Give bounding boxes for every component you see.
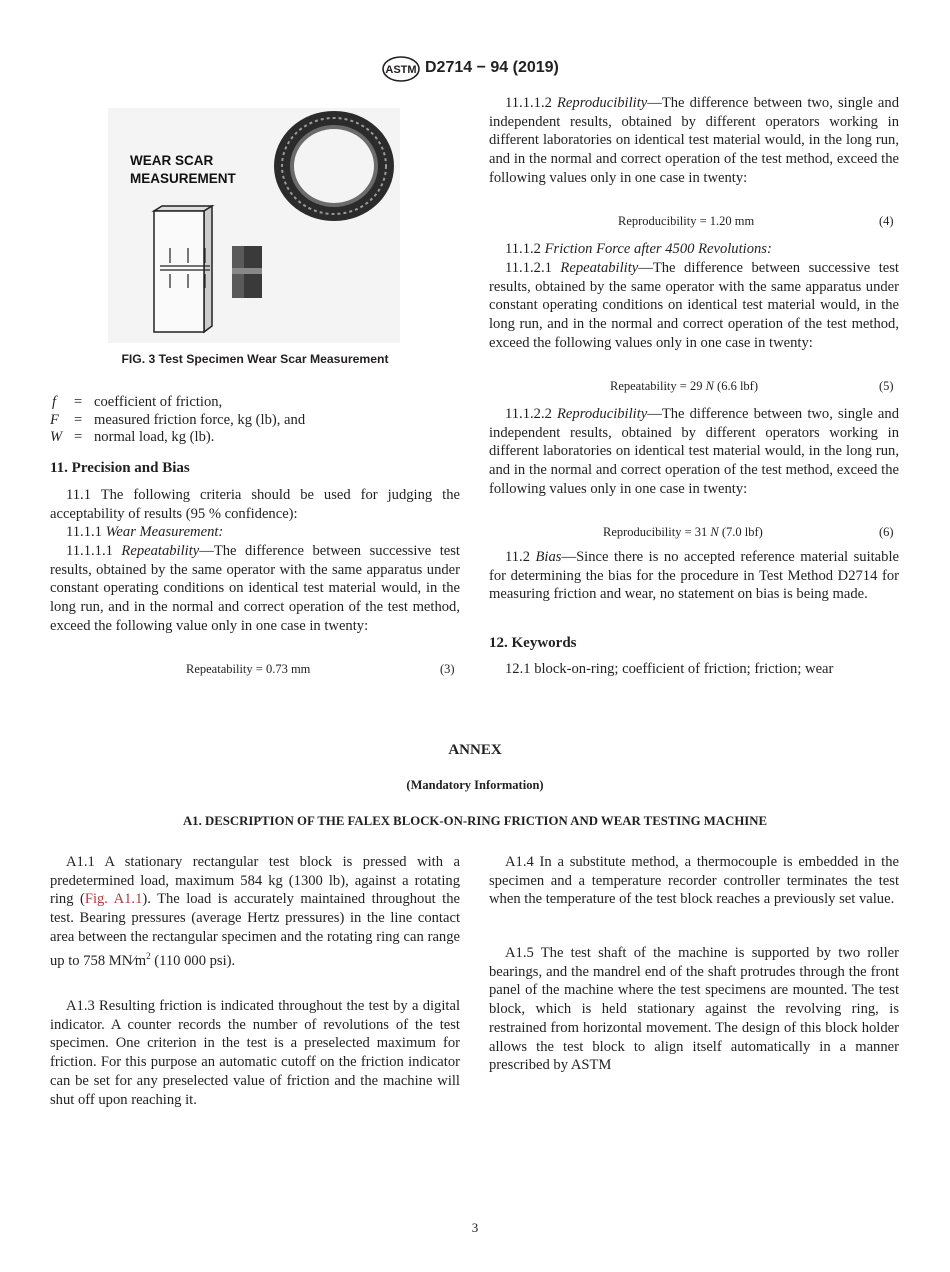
paragraph-text: (110 000 psi). [150, 952, 236, 969]
paragraph-12-1: 12.1 block-on-ring; coefficient of friction; friction; wear [505, 661, 834, 677]
equation-4-number: (4) [879, 214, 894, 228]
variable-equals: = [74, 411, 83, 428]
variable-row [50, 412, 460, 430]
paragraph-text: —The difference between successive test results, obtained by the same operator with the same apparatus under constant operating conditions on identical test material would, in the long run, and in the normal and correct operation of the test method, exceed the following value only in one case in twenty: [50, 543, 460, 634]
page-header [0, 56, 950, 82]
equation-5-unit-symbol: N [705, 379, 714, 393]
paragraph-title: Bias [535, 549, 562, 565]
variable-description: measured friction force, kg (lb), and [94, 411, 306, 428]
superscript: 2 [146, 950, 151, 961]
paragraph-11-1-1-1 [50, 542, 460, 636]
equation-6-part-b: (7.0 lbf) [718, 525, 763, 539]
variable-symbol: W [50, 429, 63, 445]
paragraph-number: 11.1.1.2 [505, 95, 552, 111]
equation-6 [603, 525, 763, 540]
variable-row [50, 394, 460, 412]
paragraph-number: 11.1.2 [505, 241, 541, 257]
paragraph-number: 11.2 [505, 549, 530, 565]
astm-logo-text: ASTM [385, 64, 417, 76]
variable-description: normal load, kg (lb). [94, 429, 215, 445]
paragraph-a1-3: A1.3 Resulting friction is indicated throughout the test by a digital indicator. A counter records the number of revolutions of the test specimen. One criterion in the test is a preselected maximum for friction. For this purpose an automatic cutoff on the friction indicator can be set for any preselected value of friction and the machine will shut off upon reaching it. [50, 998, 460, 1108]
paragraph-title: Repeatability [121, 543, 200, 559]
equation-6-number: (6) [879, 525, 894, 539]
document-designation: D2714 − 94 (2019) [425, 59, 559, 76]
annex-subtitle: (Mandatory Information) [406, 778, 544, 792]
paragraph-a1-5: A1.5 The test shaft of the machine is supported by two roller bearings, and the mandrel end of the shaft protrudes through the front panel of the machine where the test specimens are mounted. The test block, which is held stationary against the revolving ring, is restrained from horizontal movement. The design of this block holder allows the test block to align itself automatically in a manner prescribed by ASTM [489, 945, 899, 1074]
paragraph-number: 11.1.2.2 [505, 406, 552, 422]
paragraph-title: Friction Force after 4500 Revolutions: [544, 241, 772, 257]
paragraph-a1-1 [50, 853, 460, 970]
paragraph-title: Wear Measurement: [105, 524, 224, 540]
paragraph-title: Reproducibility [557, 95, 648, 111]
figure-photo [108, 108, 400, 343]
astm-logo [381, 56, 421, 82]
paragraph-text: A1.1 A stationary rectangular test block is pressed with a predetermined load, maximum 584 kg (1300 lb), against a rotating ring ( [50, 854, 460, 908]
paragraph-11-1-1 [50, 523, 460, 542]
equation-4: Reproducibility = 1.20 mm [618, 214, 755, 228]
paragraph-title: Reproducibility [557, 406, 648, 422]
variable-symbol: F [50, 411, 59, 428]
figure-caption: FIG. 3 Test Specimen Wear Scar Measurement [121, 352, 389, 366]
paragraph-11-1-2 [489, 240, 899, 259]
annex-a1-heading: A1. DESCRIPTION OF THE FALEX BLOCK-ON-RING FRICTION AND WEAR TESTING MACHINE [182, 814, 768, 828]
paragraph-11-1: 11.1 The following criteria should be used for judging the acceptability of results (95 % confidence): [50, 487, 460, 522]
paragraph-title: Repeatability [560, 260, 639, 276]
paragraph-11-2 [489, 548, 899, 604]
figure-a1-1-link[interactable]: Fig. A1.1 [84, 891, 143, 908]
equation-5 [610, 379, 758, 394]
paragraph-a1-4: A1.4 In a substitute method, a thermocouple is embedded in the specimen and a temperature recorder controller terminates the test when the temperature of the test block reaches a previously set value. [489, 854, 899, 908]
section-12-heading: 12. Keywords [489, 635, 577, 651]
equation-5-number: (5) [879, 379, 894, 393]
section-11-heading: 11. Precision and Bias [50, 460, 190, 476]
paragraph-text: —The difference between two, single and independent results, obtained by different operators working in different laboratories on identical test material would, in the long run, and in the normal and correct operation of the test method, exceed the following values only in one case in twenty: [489, 95, 899, 186]
variable-row [50, 429, 460, 447]
paragraph-number: 11.1.1.1 [66, 543, 113, 559]
equation-6-part-a: Reproducibility = 31 [603, 525, 711, 539]
paragraph-number: 11.1.1 [66, 524, 102, 540]
equation-3-number: (3) [440, 662, 455, 676]
paragraph-number: 11.1.2.1 [505, 260, 552, 276]
paragraph-text: —The difference between two, single and independent results, obtained by different operators working in different laboratories on identical test material would, in the long run, and in the normal and correct operation of the test method, exceed the following values only in one case in twenty: [489, 406, 899, 497]
page-number: 3 [471, 1220, 479, 1235]
wear-scar-photo-illustration [108, 108, 400, 343]
variable-equals: = [74, 429, 83, 445]
photo-label-line2: MEASUREMENT [130, 171, 236, 186]
paragraph-text: —The difference between successive test results, obtained by the same operator with the same apparatus under constant operating conditions on identical test material would, in the long run, and in the normal and correct operation of the test method, exceed the following values only in one case in twenty: [489, 260, 899, 351]
equation-5-part-b: (6.6 lbf) [713, 379, 759, 393]
equation-3: Repeatability = 0.73 mm [186, 662, 311, 676]
variable-equals: = [74, 394, 83, 410]
paragraph-11-1-2-1 [489, 259, 899, 353]
photo-label-line1: WEAR SCAR [130, 153, 214, 168]
variable-description: coefficient of friction, [94, 394, 223, 410]
variable-symbol: f [52, 394, 57, 410]
paragraph-text: ). The load is accurately maintained throughout the test. Bearing pressures (average Hertz pressures) in the line contact area between the rectangular specimen and the rotating ring can range up to 758 MN⁄m [50, 891, 460, 969]
paragraph-11-1-2-2 [489, 405, 899, 499]
annex-title: ANNEX [448, 742, 502, 758]
equation-6-unit-symbol: N [710, 525, 719, 539]
equation-5-part-a: Repeatability = 29 [610, 379, 706, 393]
paragraph-text: —Since there is no accepted reference material suitable for determining the bias for the procedure in Test Method D2714 for measuring friction and wear, no statement on bias is being made. [489, 549, 899, 603]
variable-list [50, 394, 460, 447]
paragraph-11-1-1-2 [489, 94, 899, 188]
